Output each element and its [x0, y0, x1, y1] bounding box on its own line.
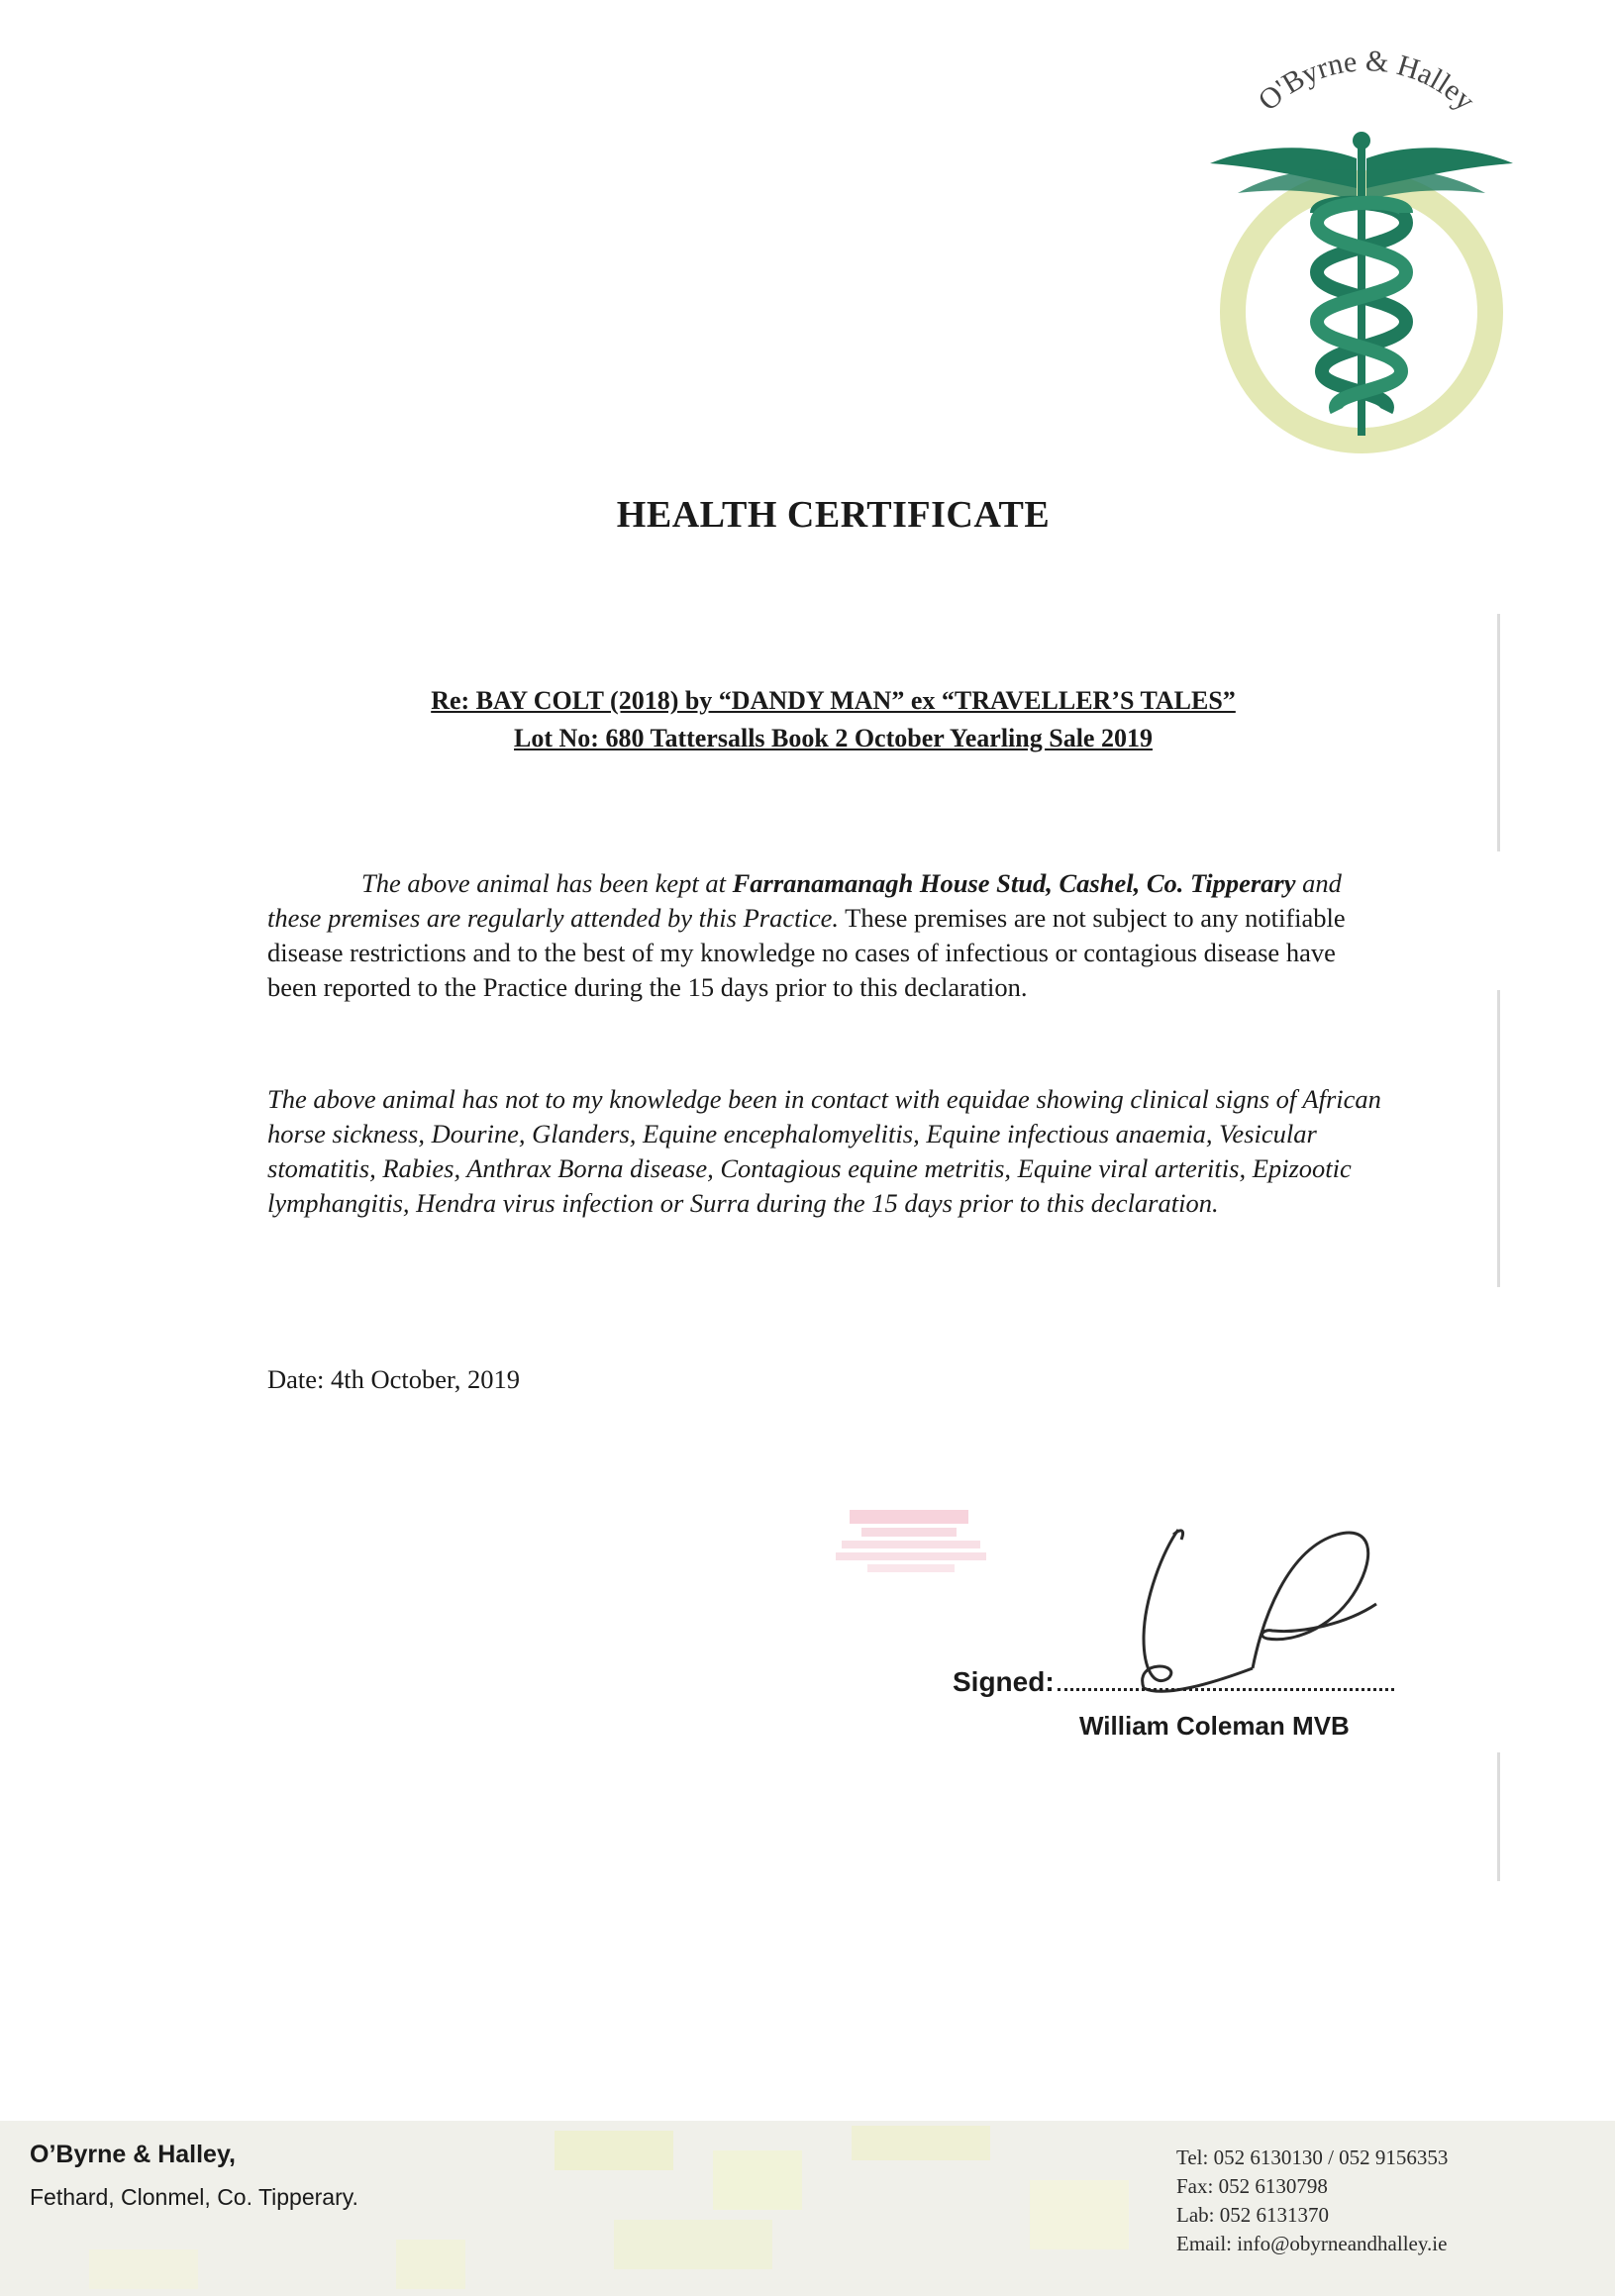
premises-name: Farranamanagh House Stud, Cashel, Co. Tipperary: [732, 868, 1296, 898]
footer-tel: Tel: 052 6130130 / 052 9156353: [1176, 2146, 1449, 2169]
subject-line: Re: BAY COLT (2018) by “DANDY MAN” ex “TRAVELLER’S TALES”: [431, 686, 1236, 715]
practice-logo: [1198, 50, 1535, 455]
footer-practice-name: O’Byrne & Halley,: [30, 2141, 236, 2168]
logo-text: O'Byrne & Halley: [1252, 50, 1481, 118]
scan-edge-mark: [1497, 1752, 1500, 1881]
para1-attended: and these premises are regularly attended by this Practice.: [267, 868, 1342, 933]
footer-address: Fethard, Clonmel, Co. Tipperary.: [30, 2184, 358, 2210]
signer-name: William Coleman MVB: [1079, 1711, 1350, 1741]
footer-lab: Lab: 052 6131370: [1176, 2203, 1329, 2227]
footer-fax: Fax: 052 6130798: [1176, 2174, 1328, 2198]
declaration-date: Date: 4th October, 2019: [267, 1364, 521, 1394]
signature-line: [1058, 1678, 1394, 1691]
scan-edge-mark: [1497, 990, 1500, 1287]
document-title: HEALTH CERTIFICATE: [616, 494, 1051, 536]
lot-line: Lot No: 680 Tattersalls Book 2 October Yearling Sale 2019: [514, 724, 1153, 752]
footer-email: Email: info@obyrneandhalley.ie: [1176, 2232, 1448, 2255]
declaration-paragraph-1: [267, 866, 1386, 1005]
declaration-paragraph-2: The above animal has not to my knowledge been in contact with equidae showing clinical signs of African horse sickness, Dourine, Glanders, Equine encephalomyelitis, Equine infectious anaemia, Vesicular stomatitis, Rabies, Anthrax Borna disease, Contagious equine metritis, Equine viral arteritis, Epizootic lymphangitis, Hendra virus infection or Surra during the 15 days prior to this declaration.: [267, 1084, 1381, 1218]
signed-label: Signed:: [953, 1666, 1055, 1697]
para1-rest: These premises are not subject to any notifiable disease restrictions and to the best of my knowledge no cases of infectious or contagious disease have been reported to the Practice during the 15 days prior to this declaration.: [267, 903, 1346, 1002]
scan-edge-mark: [1497, 614, 1500, 851]
practice-stamp: [812, 1508, 1010, 1577]
para1-intro: The above animal has been kept at: [361, 868, 733, 898]
